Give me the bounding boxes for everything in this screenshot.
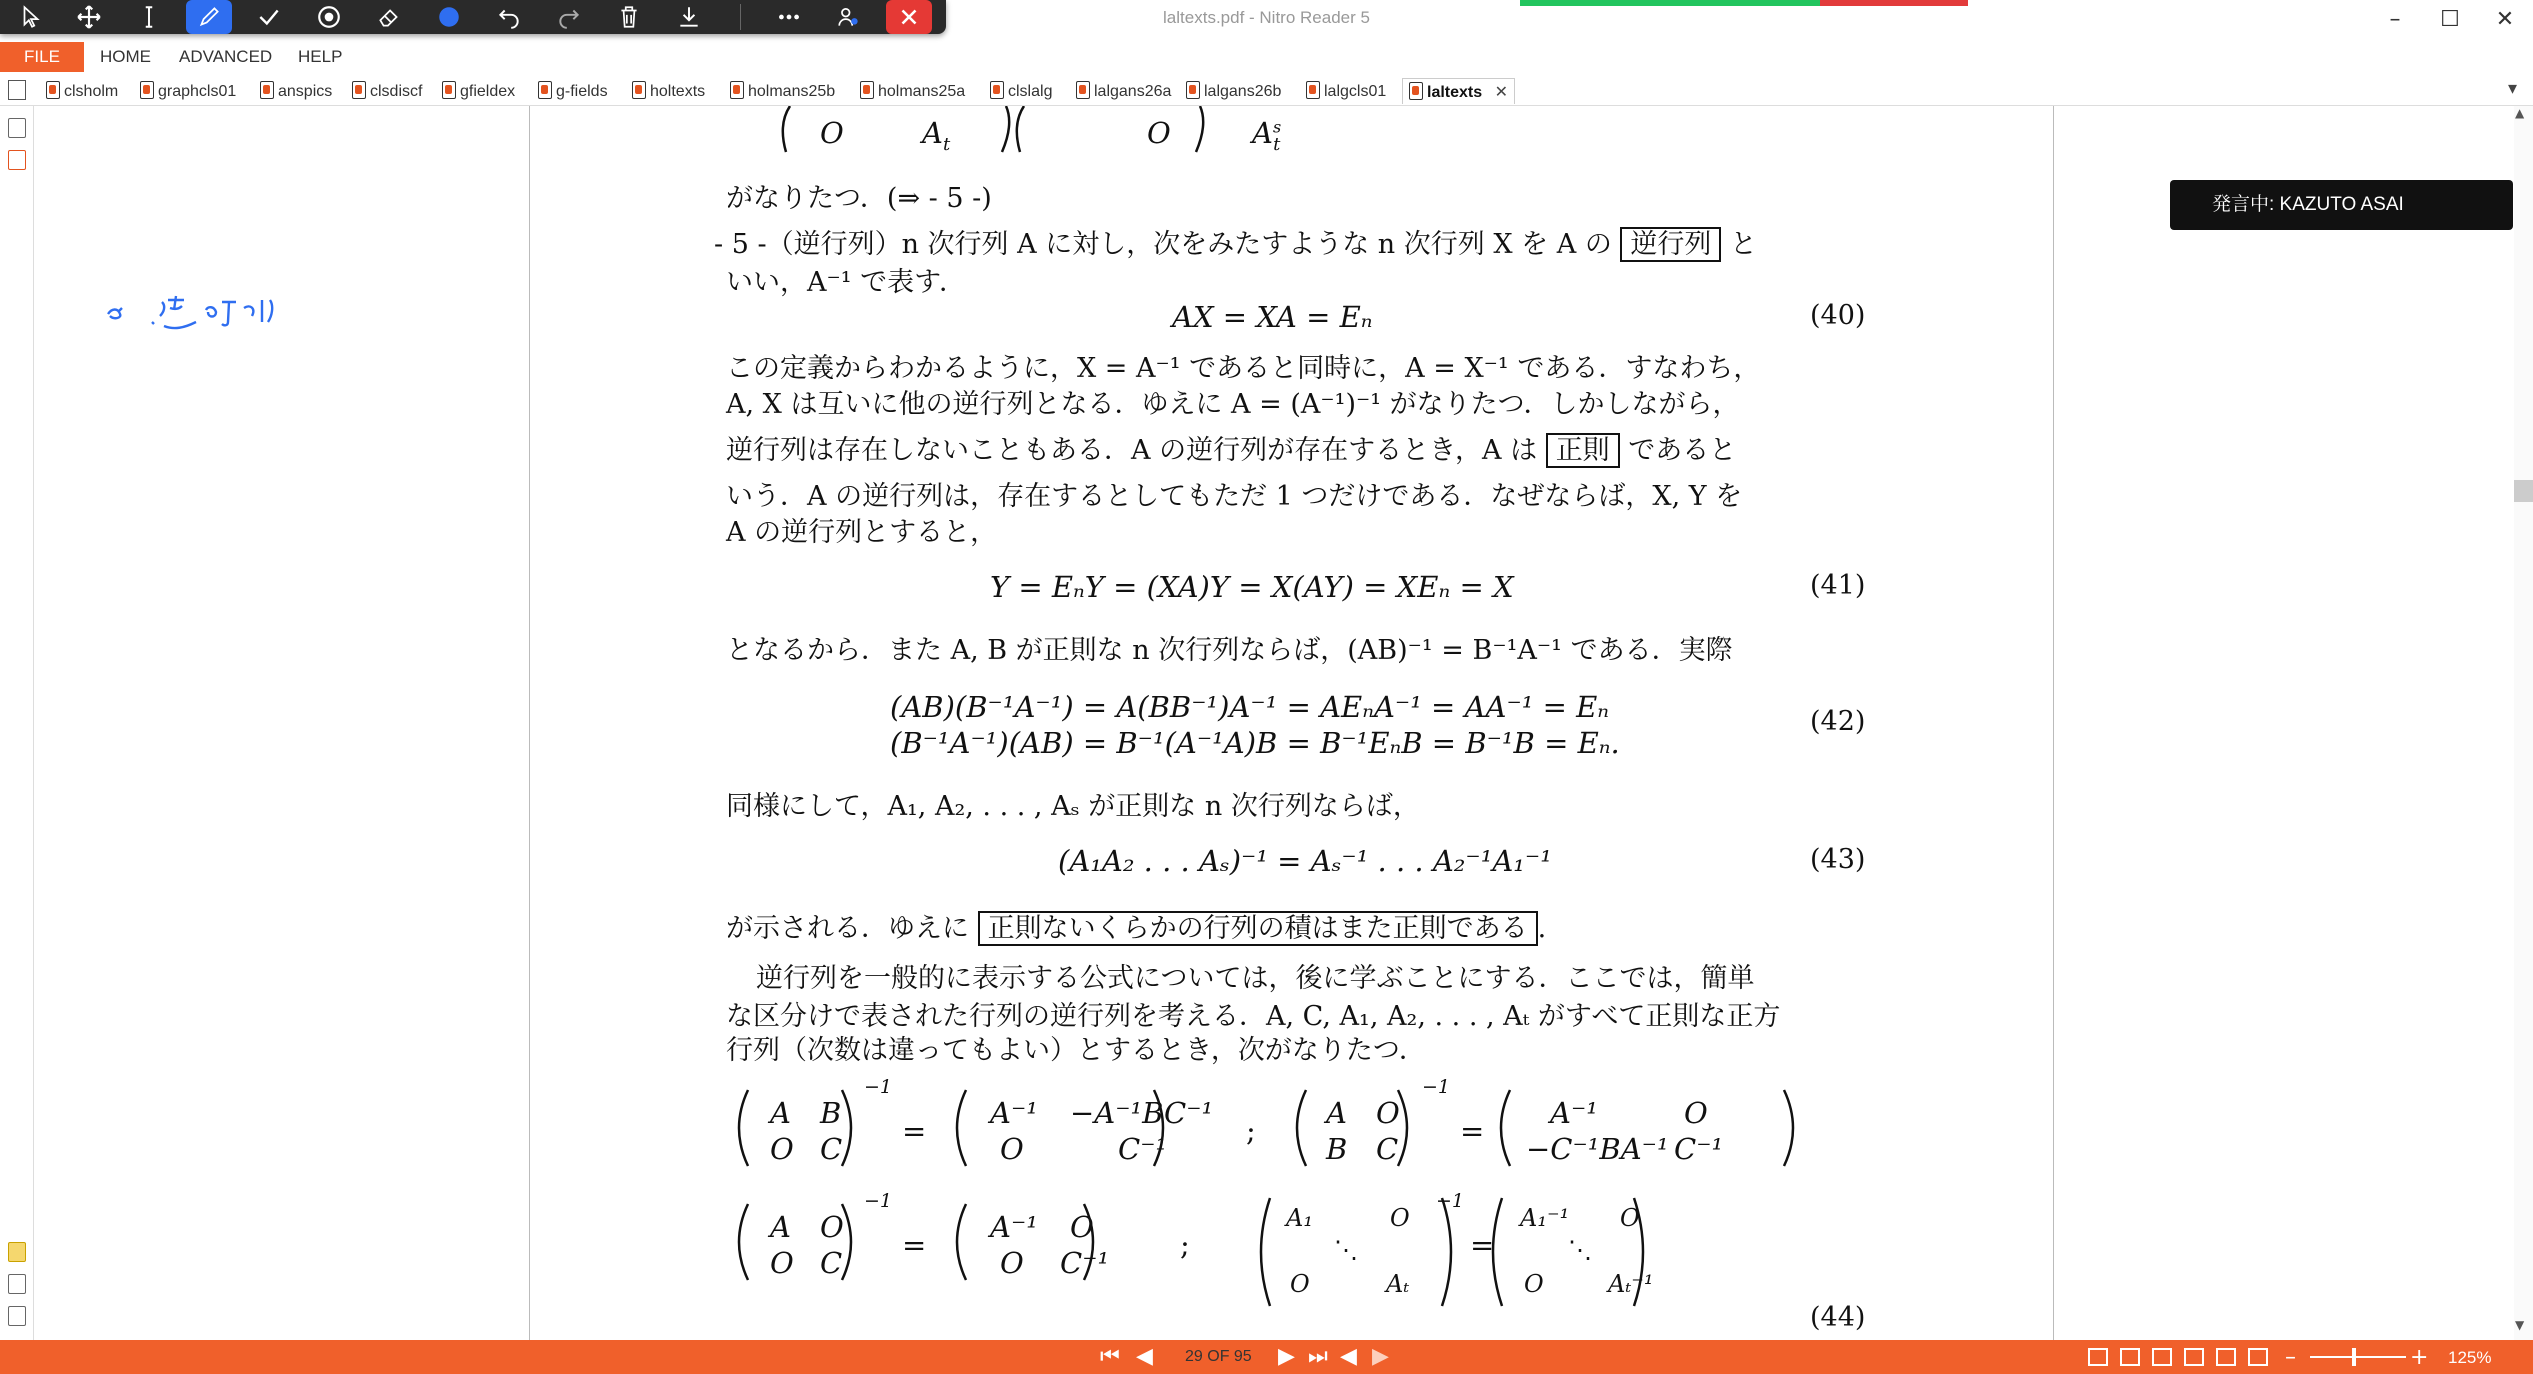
vertical-scrollbar[interactable]: [2514, 106, 2533, 1340]
comments-panel-icon[interactable]: [8, 1242, 26, 1262]
facing-continuous-view-icon[interactable]: [2184, 1348, 2204, 1366]
tab-lalgans26a[interactable]: [1076, 78, 1171, 104]
redo-icon: [556, 4, 582, 30]
tab-list-icon[interactable]: [8, 80, 26, 100]
color-picker-button[interactable]: [426, 0, 472, 34]
download-icon: [676, 4, 702, 30]
next-page-icon[interactable]: ▶: [1278, 1344, 1295, 1369]
stamp-tool-button[interactable]: [306, 0, 352, 34]
pdf-file-icon: [1186, 81, 1200, 99]
matrix-entry: −A⁻¹BC⁻¹: [1070, 1096, 1214, 1130]
tab-laltexts[interactable]: [1402, 78, 1515, 104]
text-line: この定義からわかるように，X = A⁻¹ であると同時に，A = X⁻¹ である．すなわち，: [726, 353, 1761, 384]
blue-color-dot-icon: [436, 4, 462, 30]
pdf-file-icon: [352, 81, 366, 99]
boxed-term: 正則: [1546, 433, 1620, 468]
equals-sign: =: [902, 1228, 927, 1262]
menu-file[interactable]: FILE: [0, 42, 84, 72]
matrix-entry: O: [1390, 1204, 1410, 1232]
status-bar: [0, 1340, 2533, 1374]
first-page-icon[interactable]: ⏮: [1100, 1344, 1120, 1369]
menu-home[interactable]: HOME: [100, 47, 151, 66]
matrix-entry: O: [1524, 1270, 1544, 1298]
tab-clslalg[interactable]: [990, 78, 1052, 104]
matrix-entry: O: [1290, 1270, 1310, 1298]
matrix-entry: A⁻¹: [1550, 1096, 1598, 1130]
progress-red-bar: [1820, 0, 1968, 6]
tab-clsdiscf[interactable]: [352, 78, 422, 104]
matrix-entry: Aₜ⁻¹: [1608, 1270, 1654, 1298]
close-window-button[interactable]: ✕: [2495, 7, 2515, 32]
scrollbar-thumb[interactable]: [2514, 480, 2533, 502]
tab-graphcls01[interactable]: [140, 78, 236, 104]
text-line: - 5 -（逆行列）n 次行列 A に対し，次をみたすような n 次行列 X を A の 逆行列 と: [714, 229, 1758, 260]
matrix-entry: C: [820, 1246, 843, 1280]
matrix-entry: A⁻¹: [990, 1210, 1038, 1244]
scroll-up-arrow-icon[interactable]: ▲: [2515, 106, 2525, 120]
zoom-out-button[interactable]: –: [2285, 1345, 2296, 1370]
menu-bar: [0, 42, 2533, 72]
people-icon: [836, 4, 862, 30]
menu-help[interactable]: HELP: [298, 47, 343, 66]
matrix-entry: C⁻¹: [1060, 1246, 1110, 1280]
text-line: 逆行列を一般的に表示する公式については，後に学ぶことにする．ここでは，簡単: [756, 963, 1755, 994]
text-line: A, X は互いに他の逆行列となる．ゆえに A = (A⁻¹)⁻¹ がなりたつ．しかしながら，: [726, 389, 1740, 420]
checkmark-icon: [256, 4, 282, 30]
continuous-view-icon[interactable]: [2120, 1348, 2140, 1366]
matrix-entry: A: [770, 1210, 791, 1244]
text-line: 行列（次数は違ってもよい）とするとき，次がなりたつ．: [726, 1035, 1426, 1066]
text-tool-button[interactable]: [126, 0, 172, 34]
tab-label: holmans25b: [748, 83, 836, 100]
tab-anspics[interactable]: [260, 78, 332, 104]
pdf-file-icon: [538, 81, 552, 99]
minimize-button[interactable]: –: [2389, 7, 2401, 32]
single-page-view-icon[interactable]: [2088, 1348, 2108, 1366]
output-panel-icon[interactable]: [8, 1306, 26, 1326]
matrix-entry: C⁻¹: [1118, 1132, 1168, 1166]
tab-label: holmans25a: [878, 83, 966, 100]
document-viewport[interactable]: [34, 106, 2514, 1340]
block-matrix-brackets: [730, 1086, 1830, 1316]
equation-number: (40): [1810, 300, 1866, 331]
matrix-entry: Aₜ: [1386, 1270, 1410, 1298]
attachments-panel-icon[interactable]: [8, 1274, 26, 1294]
close-toolbar-button[interactable]: [886, 0, 932, 34]
equals-sign: =: [1470, 1228, 1495, 1262]
equation-number: (44): [1810, 1302, 1866, 1333]
pdf-page: [529, 106, 2054, 1340]
tab-label: holtexts: [650, 83, 706, 100]
separator: ;: [1180, 1228, 1190, 1262]
equation-number: (41): [1810, 570, 1866, 601]
pdf-file-icon: [46, 81, 60, 99]
tab-label: anspics: [278, 83, 333, 100]
speaking-indicator: 発言中: KAZUTO ASAI: [2170, 180, 2513, 230]
move-arrows-icon: [76, 4, 102, 30]
equation-42a: (AB)(B⁻¹A⁻¹) = A(BB⁻¹)A⁻¹ = AEₙA⁻¹ = AA⁻¹ = Eₙ: [890, 690, 1610, 724]
tab-holmans25a[interactable]: [860, 78, 965, 104]
fit-page-icon[interactable]: [2248, 1348, 2268, 1366]
document-tab-bar: [0, 74, 2533, 106]
tab-label: clsholm: [64, 83, 119, 100]
annotation-toolbar: [0, 0, 946, 34]
pages-panel-icon[interactable]: [8, 118, 26, 138]
equals-sign: =: [1460, 1114, 1485, 1148]
equation-number: (43): [1810, 844, 1866, 875]
matrix-exponent: −1: [864, 1076, 893, 1098]
text-cursor-icon: [136, 4, 162, 30]
matrix-entry: B: [820, 1096, 842, 1130]
handwritten-annotation: [104, 286, 324, 346]
participants-button[interactable]: [826, 0, 872, 34]
matrix-entry: A₁⁻¹: [1520, 1204, 1570, 1232]
equation-41: Y = EₙY = (XA)Y = X(AY) = XEₙ = X: [990, 570, 1514, 604]
matrix-entry: C: [820, 1132, 843, 1166]
undo-icon: [496, 4, 522, 30]
equation-40: AX = XA = Eₙ: [1172, 300, 1373, 334]
equation-42b: (B⁻¹A⁻¹)(AB) = B⁻¹(A⁻¹A)B = B⁻¹EₙB = B⁻¹B = Eₙ.: [890, 726, 1620, 760]
text-line: いう．A の逆行列は，存在するとしてもただ 1 つだけである．なぜならば，X, Y を: [726, 481, 1743, 512]
matrix-entry: A: [770, 1096, 791, 1130]
pdf-file-icon: [990, 81, 1004, 99]
move-tool-button[interactable]: [66, 0, 112, 34]
equals-sign: =: [902, 1114, 927, 1148]
pen-tool-button[interactable]: [186, 0, 232, 34]
eraser-tool-button[interactable]: [366, 0, 412, 34]
previous-page-icon[interactable]: ◀: [1136, 1344, 1153, 1369]
tab-g-fields[interactable]: [538, 78, 608, 104]
side-panel: [0, 106, 34, 1340]
matrix-entry: O: [1620, 1204, 1640, 1232]
pdf-file-icon: [140, 81, 154, 99]
tab-gfieldex[interactable]: [442, 78, 515, 104]
tab-label: gfieldex: [460, 83, 516, 100]
target-circle-icon: [316, 4, 342, 30]
diagonal-dots: ⋱: [1334, 1236, 1358, 1264]
matrix-entry: B: [1326, 1132, 1348, 1166]
last-page-icon[interactable]: ⏭: [1308, 1344, 1328, 1369]
matrix-entry: O: [1376, 1096, 1400, 1130]
matrix-entry: C⁻¹: [1674, 1132, 1724, 1166]
next-view-icon[interactable]: ▶: [1372, 1344, 1389, 1369]
matrix-exponent: −1: [1422, 1076, 1451, 1098]
matrix-entry: O: [1000, 1132, 1024, 1166]
text-line: がなりたつ．(⇒ - 5 -): [726, 183, 992, 214]
text-line: 逆行列は存在しないこともある．A の逆行列が存在するとき，A は 正則 であると: [726, 435, 1737, 466]
pen-icon: [196, 4, 222, 30]
matrix-entry: O: [1684, 1096, 1708, 1130]
tab-overflow-chevron-icon[interactable]: ▾: [2508, 78, 2518, 99]
zoom-level[interactable]: 125%: [2448, 1348, 2492, 1367]
pdf-file-icon: [442, 81, 456, 99]
zoom-slider[interactable]: [2310, 1356, 2406, 1358]
toolbar-divider: [740, 4, 741, 30]
text-line: な区分けで表された行列の逆行列を考える．A, C, A₁, A₂, . . . , Aₜ がすべて正則な正方: [726, 1001, 1781, 1032]
zoom-in-button[interactable]: +: [2410, 1345, 2429, 1370]
pdf-file-icon: [1409, 82, 1423, 100]
facing-view-icon[interactable]: [2152, 1348, 2172, 1366]
tab-lalgcls01[interactable]: [1306, 78, 1386, 104]
tab-label: clslalg: [1008, 83, 1053, 100]
progress-green-bar: [1520, 0, 1820, 6]
matrix-entry: O: [1070, 1210, 1094, 1244]
tab-label: laltexts: [1427, 84, 1483, 101]
tab-label: lalgans26a: [1094, 83, 1172, 100]
tab-label: lalgans26b: [1204, 83, 1282, 100]
menu-advanced[interactable]: ADVANCED: [179, 47, 273, 66]
equation-number: (42): [1810, 706, 1866, 737]
matrix-entry: A: [1326, 1096, 1347, 1130]
tab-close-icon[interactable]: ✕: [1494, 84, 1508, 101]
matrix-entry: −C⁻¹BA⁻¹: [1526, 1132, 1669, 1166]
fit-width-icon[interactable]: [2216, 1348, 2236, 1366]
matrix-entry: $A_t$: [922, 116, 951, 155]
matrix-entry: O: [770, 1132, 794, 1166]
matrix-entry: A₁: [1286, 1204, 1313, 1232]
zoom-slider-thumb[interactable]: [2352, 1348, 2356, 1366]
tab-label: lalgcls01: [1324, 83, 1387, 100]
tab-lalgans26b[interactable]: [1186, 78, 1281, 104]
pdf-file-icon: [260, 81, 274, 99]
boxed-term: 逆行列: [1620, 227, 1721, 262]
boxed-term: 正則ないくらかの行列の積はまた正則である: [978, 911, 1538, 946]
trash-icon: [616, 4, 642, 30]
cursor-arrow-icon: [18, 4, 44, 30]
tab-clsholm[interactable]: [46, 78, 118, 104]
matrix-entry: O: [820, 1210, 844, 1244]
more-dots-icon: [776, 4, 802, 30]
check-tool-button[interactable]: [246, 0, 292, 34]
equation-43: (A₁A₂ . . . Aₛ)⁻¹ = Aₛ⁻¹ . . . A₂⁻¹A₁⁻¹: [1058, 844, 1552, 878]
diagonal-dots: ⋱: [1568, 1236, 1592, 1264]
matrix-entry: $A^s_t$: [1252, 116, 1282, 155]
undo-button[interactable]: [486, 0, 532, 34]
pdf-file-icon: [1076, 81, 1090, 99]
text-line: となるから．また A, B が正則な n 次行列ならば，(AB)⁻¹ = B⁻¹A⁻¹ である．実際: [726, 635, 1733, 666]
matrix-entry: O: [1000, 1246, 1024, 1280]
close-icon: [896, 4, 922, 30]
matrix-entry: C: [1376, 1132, 1399, 1166]
tab-label: graphcls01: [158, 83, 237, 100]
page-indicator[interactable]: 29 OF 95: [1185, 1348, 1252, 1365]
tab-label: g-fields: [556, 83, 608, 100]
text-line: A の逆行列とすると，: [726, 517, 998, 548]
pdf-file-icon: [730, 81, 744, 99]
scroll-down-arrow-icon[interactable]: ▼: [2515, 1318, 2525, 1332]
separator: ;: [1246, 1114, 1256, 1148]
tab-holtexts[interactable]: [632, 78, 705, 104]
more-options-button[interactable]: [766, 0, 812, 34]
matrix-entry: O: [1147, 116, 1171, 150]
bookmarks-panel-icon[interactable]: [8, 150, 26, 170]
pdf-file-icon: [860, 81, 874, 99]
previous-view-icon[interactable]: ◀: [1340, 1344, 1357, 1369]
delete-button[interactable]: [606, 0, 652, 34]
tab-label: clsdiscf: [370, 83, 423, 100]
download-button[interactable]: [666, 0, 712, 34]
pdf-file-icon: [632, 81, 646, 99]
pdf-file-icon: [1306, 81, 1320, 99]
window-title: laltexts.pdf - Nitro Reader 5: [1163, 8, 1370, 27]
text-line: が示される．ゆえに 正則ないくらかの行列の積はまた正則である .: [726, 913, 1547, 944]
matrix-entry: O: [770, 1246, 794, 1280]
text-line: いい，A⁻¹ で表す．: [726, 267, 966, 298]
tab-holmans25b[interactable]: [730, 78, 835, 104]
maximize-button[interactable]: ☐: [2440, 7, 2460, 32]
matrix-entry: A⁻¹: [990, 1096, 1038, 1130]
matrix-exponent: −1: [864, 1190, 893, 1212]
matrix-exponent: −1: [1436, 1190, 1465, 1212]
matrix-entry: O: [820, 116, 844, 150]
pointer-tool-button[interactable]: [8, 0, 54, 34]
redo-button[interactable]: [546, 0, 592, 34]
eraser-icon: [376, 4, 402, 30]
text-line: 同様にして，A₁, A₂, . . . , Aₛ が正則な n 次行列ならば，: [726, 791, 1420, 822]
